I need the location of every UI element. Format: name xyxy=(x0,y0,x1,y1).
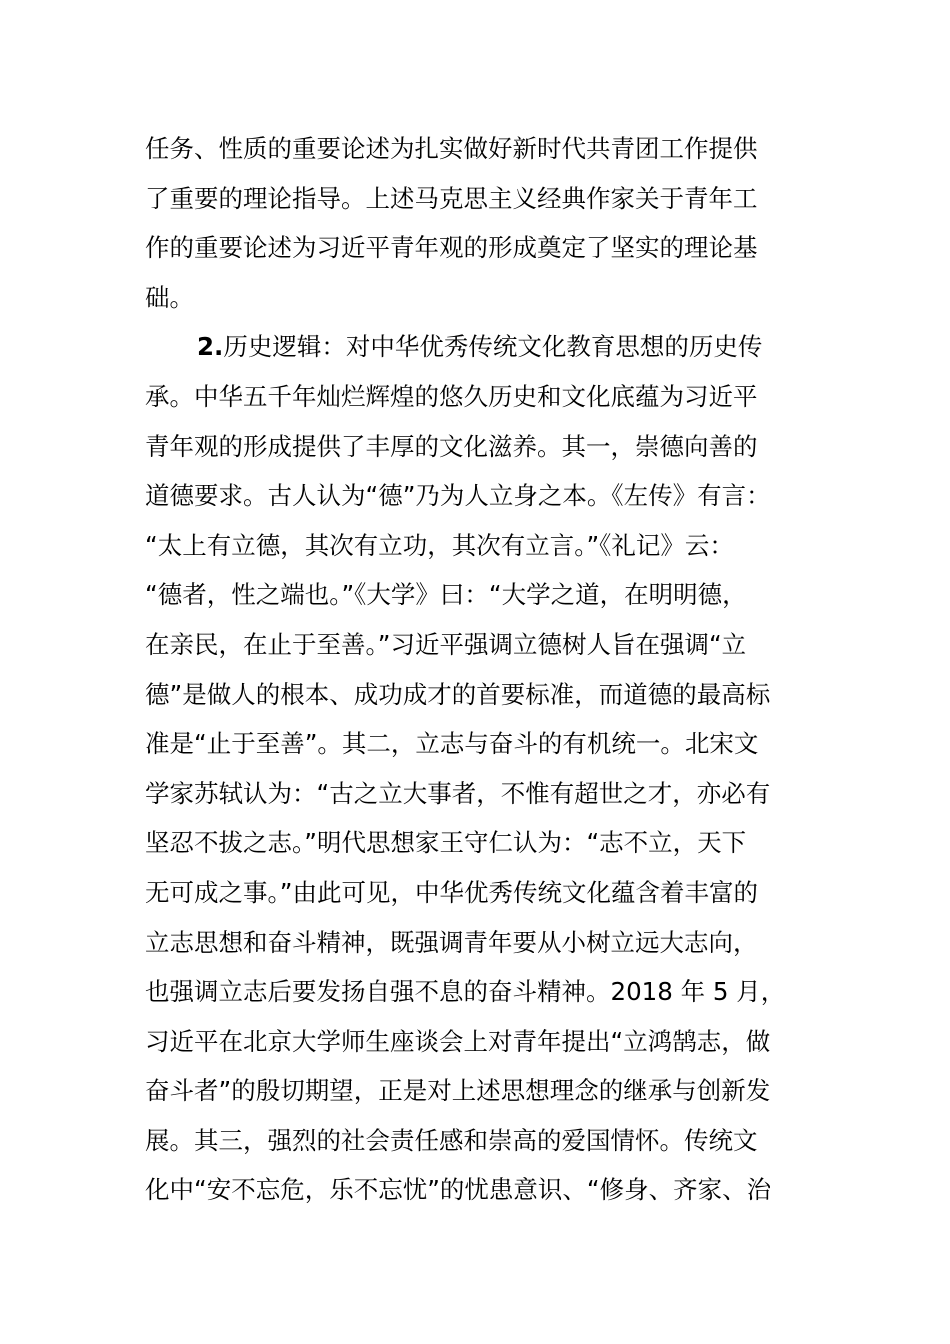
text-line: 础。 xyxy=(145,282,194,312)
paragraph-continuation xyxy=(145,124,815,322)
text-line: 承。中华五千年灿烂辉煌的悠久历史和文化底蕴为习近平 xyxy=(145,381,758,411)
text-line: 青年观的形成提供了丰厚的文化滋养。其一，崇德向善的 xyxy=(145,431,758,461)
text-line: 坚忍不拔之志。”明代思想家王守仁认为：“志不立，天下 xyxy=(145,828,747,858)
paragraph-historical-logic xyxy=(145,322,815,1215)
text-line: 也强调立志后要发扬自强不息的奋斗精神。2018 年 5 月， xyxy=(145,977,786,1007)
text-line: “德者，性之端也。”《大学》曰：“大学之道，在明明德， xyxy=(145,580,747,610)
body-text xyxy=(145,124,815,1215)
text-line: 化中“安不忘危，乐不忘忧”的忧患意识、“修身、齐家、治 xyxy=(145,1175,772,1205)
text-line: 德”是做人的根本、成功成才的首要标准，而道德的最高标 xyxy=(145,679,771,709)
text-line: 奋斗者”的殷切期望，正是对上述思想理念的继承与创新发 xyxy=(145,1076,771,1106)
text-line: “太上有立德，其次有立功，其次有立言。”《礼记》云： xyxy=(145,530,734,560)
text-line: 了重要的理论指导。上述马克思主义经典作家关于青年工 xyxy=(145,183,758,213)
section-number: 2. xyxy=(197,332,224,362)
text-line: 习近平在北京大学师生座谈会上对青年提出“立鸿鹄志，做 xyxy=(145,1026,771,1056)
text-line: 准是“止于至善”。其二，立志与奋斗的有机统一。北宋文 xyxy=(145,729,759,759)
text-line: 任务、性质的重要论述为扎实做好新时代共青团工作提供 xyxy=(145,134,758,163)
text-line: 在亲民，在止于至善。”习近平强调立德树人旨在强调“立 xyxy=(145,629,747,659)
text-line: 学家苏轼认为：“古之立大事者，不惟有超世之才，亦必有 xyxy=(145,778,771,808)
paragraph-first-line xyxy=(145,322,815,372)
text-line: 立志思想和奋斗精神，既强调青年要从小树立远大志向， xyxy=(145,927,758,957)
text-line: 作的重要论述为习近平青年观的形成奠定了坚实的理论基 xyxy=(145,233,758,263)
section-heading-text: 历史逻辑：对中华优秀传统文化教育思想的历史传 xyxy=(223,332,763,362)
text-line: 展。其三，强烈的社会责任感和崇高的爱国情怀。传统文 xyxy=(145,1125,758,1155)
text-line: 无可成之事。”由此可见，中华优秀传统文化蕴含着丰富的 xyxy=(145,877,758,907)
text-line: 道德要求。古人认为“德”乃为人立身之本。《左传》有言： xyxy=(145,481,771,511)
